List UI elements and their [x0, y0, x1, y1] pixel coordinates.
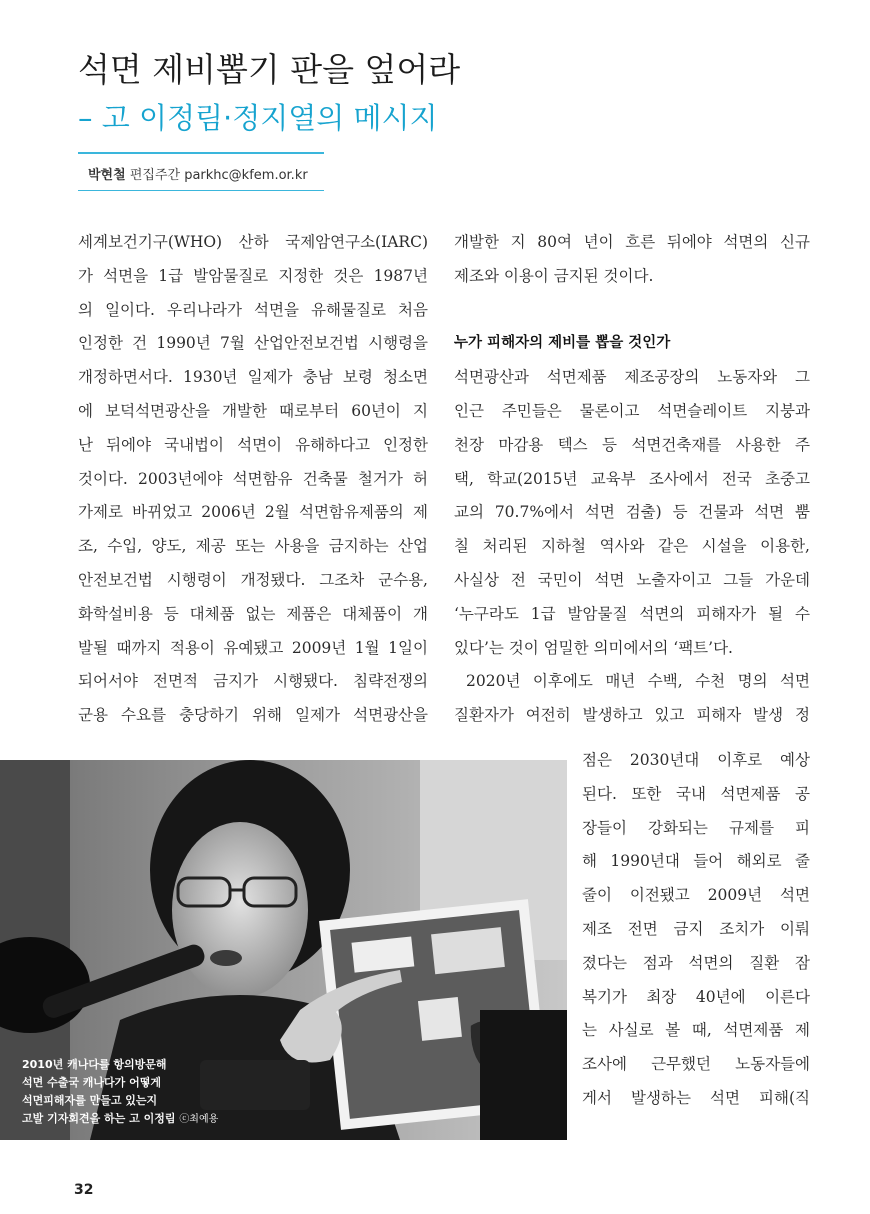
caption-line: 석면피해자를 만들고 있는지: [22, 1094, 158, 1107]
body-line: 의 일이다. 우리나라가 석면을 유해물질로 처음: [78, 300, 428, 319]
body-line: 개발한 지 80여 년이 흐른 뒤에야 석면의 신규: [454, 233, 810, 251]
body-line: 복기가 최장 40년에 이른다: [582, 987, 810, 1006]
photo-credit: ⓒ최예용: [179, 1114, 219, 1125]
body-line: 있다’는 것이 엄밀한 의미에서의 ‘팩트’다.: [454, 638, 733, 657]
body-line: 해 1990년대 들어 해외로 줄: [582, 852, 810, 871]
body-line: 교의 70.7%에서 석면 검출) 등 건물과 석면 뿜: [454, 503, 810, 522]
page-number: 32: [74, 1182, 94, 1198]
byline-rule-top: [78, 152, 324, 154]
body-line: 화학설비용 등 대체품 없는 제품은 대체품이 개: [78, 604, 428, 623]
body-line: 장들이 강화되는 규제를 피: [582, 818, 810, 837]
article-title: 석면 제비뽑기 판을 엎어라: [78, 50, 461, 89]
caption-line: 석면 수출국 캐나다가 어떻게: [22, 1076, 161, 1089]
body-line: 칠 처리된 지하철 역사와 같은 시설을 이용한,: [454, 537, 810, 556]
body-line: 석면광산과 석면제품 제조공장의 노동자와 그: [454, 368, 810, 387]
byline-role: 편집주간: [129, 168, 181, 183]
body-line: 제조와 이용이 금지된 것이다.: [454, 266, 654, 285]
section-heading: 누가 피해자의 제비를 뽑을 것인가: [454, 335, 671, 352]
body-line: 발될 때까지 적용이 유예됐고 2009년 1월 1일이: [78, 638, 428, 657]
body-line: 인정한 건 1990년 7월 산업안전보건법 시행령을: [78, 334, 428, 353]
body-line: 천장 마감용 텍스 등 석면건축재를 사용한 주: [454, 435, 810, 454]
byline-author: 박현철: [88, 168, 126, 183]
body-line: 군용 수요를 충당하기 위해 일제가 석면광산을: [78, 706, 428, 725]
byline-rule-bottom: [78, 190, 324, 191]
body-line: 점은 2030년대 이후로 예상: [582, 751, 810, 769]
body-line: 는 사실로 볼 때, 석면제품 제: [582, 1021, 810, 1040]
body-line: 가제로 바뀌었고 2006년 2월 석면함유제품의 제: [78, 503, 428, 522]
body-line: 졌다는 점과 석면의 질환 잠: [582, 953, 810, 972]
body-line: 가 석면을 1급 발암물질로 지정한 것은 1987년: [78, 266, 428, 285]
body-line: 인근 주민들은 물론이고 석면슬레이트 지붕과: [454, 401, 810, 420]
body-line: 조, 수입, 양도, 제공 또는 사용을 금지하는 산업: [78, 537, 428, 556]
right-column-narrow: [582, 744, 810, 1116]
body-line: ‘누구라도 1급 발암물질 석면의 피해자가 될 수: [454, 604, 810, 623]
body-line: 사실상 전 국민이 석면 노출자이고 그들 가운데: [454, 570, 810, 589]
body-line: 세계보건기구(WHO) 산하 국제암연구소(IARC): [78, 233, 428, 251]
body-line: 조사에 근무했던 노동자들에: [582, 1055, 810, 1074]
body-line: 것이다. 2003년에야 석면함유 건축물 철거가 허: [78, 469, 428, 488]
photo-caption: [22, 1056, 218, 1129]
body-line: 질환자가 여전히 발생하고 있고 피해자 발생 정: [454, 706, 810, 725]
body-line: 안전보건법 시행령이 개정됐다. 그조차 군수용,: [78, 570, 428, 589]
body-line: 줄이 이전됐고 2009년 석면: [582, 886, 810, 905]
body-line: 게서 발생하는 석면 피해(직: [582, 1088, 810, 1107]
body-line: 된다. 또한 국내 석면제품 공: [582, 784, 810, 803]
body-line: 난 뒤에야 국내법이 석면이 유해하다고 인정한: [78, 435, 428, 454]
caption-last: 고발 기자회견을 하는 고 이정림: [22, 1112, 176, 1125]
caption-line: 2010년 캐나다를 항의방문해: [22, 1058, 167, 1071]
byline: [88, 164, 308, 183]
body-line: 개정하면서다. 1930년 일제가 충남 보령 청소면: [78, 368, 428, 387]
byline-email[interactable]: parkhc@kfem.or.kr: [184, 168, 308, 183]
article-subtitle: – 고 이정림·정지열의 메시지: [78, 101, 438, 135]
right-column: [454, 226, 810, 733]
body-line: 2020년 이후에도 매년 수백, 수천 명의 석면: [466, 672, 810, 691]
caption-line: [22, 1110, 218, 1129]
body-line: 제조 전면 금지 조치가 이뤄: [582, 919, 810, 938]
body-line: 되어서야 전면적 금지가 시행됐다. 침략전쟁의: [78, 672, 428, 691]
left-column: [78, 226, 428, 733]
body-line: 택, 학교(2015년 교육부 조사에서 전국 초중고: [454, 469, 810, 488]
body-line: 에 보덕석면광산을 개발한 때로부터 60년이 지: [78, 401, 428, 420]
